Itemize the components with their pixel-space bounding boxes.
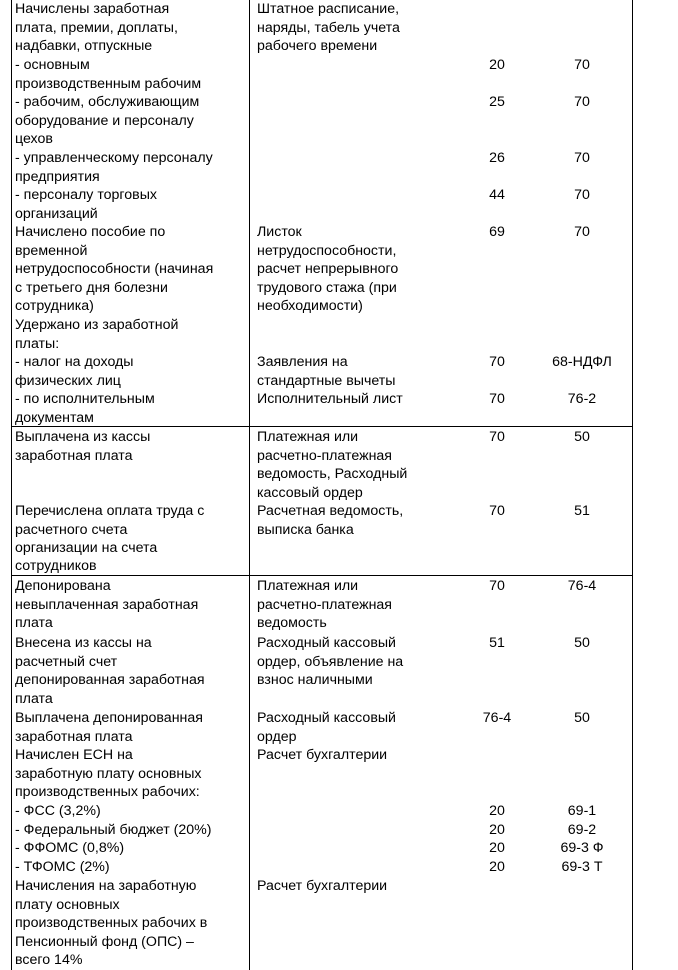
entry-document-line: стандартные вычеты [257,372,396,389]
entry-document-line: Расчет бухгалтерии [257,747,388,763]
entry-document-line: Расходный кассовый [257,710,396,726]
entry-description-line: производственных рабочих в [15,915,208,931]
column-divider [249,0,250,970]
entry-description-line: заработную плату основных [15,765,202,782]
entry-debit: 25 [489,94,505,110]
entry-document-line: расчетно-платежная [257,447,392,464]
entry-description-line: Начислено пособие по [15,224,166,240]
entry-description-line: надбавки, отпускные [15,38,153,54]
entry-description-line: нетрудоспособности (начиная [15,261,214,277]
entry-description-line: всего 14% [15,952,83,968]
entry-description-line: Выплачена из кассы [15,429,151,445]
entry-description-line: сотрудников [15,558,97,574]
entry-description-line: Начислен ЕСН на [15,747,133,763]
entry-description-line: - основным [15,57,90,73]
entry-debit: 44 [489,187,505,203]
entry-credit: 68-НДФЛ [552,354,612,370]
entry-debit: 70 [489,578,505,594]
entry-document-line: рабочего времени [257,38,378,54]
entry-description-line: временной [15,242,88,259]
row-separator [11,426,633,427]
entry-credit: 50 [574,710,590,726]
entry-description-line: - Федеральный бюджет (20%) [15,821,212,838]
entry-debit: 20 [489,803,505,819]
entry-credit: 70 [574,57,590,73]
entry-debit: 20 [489,821,505,838]
entry-document-line: Расчет бухгалтерии [257,878,388,894]
entry-description-line: оборудование и персоналу [15,112,194,129]
entry-description-line: расчетный счет [15,653,118,670]
entry-description-line: невыплаченная заработная [15,596,199,613]
entry-credit: 70 [574,224,590,240]
entry-description-line: цехов [15,131,53,147]
entry-description-line: - по исполнительным [15,391,155,407]
entry-credit: 70 [574,187,590,203]
entry-description-line: - рабочим, обслуживающим [15,94,200,110]
entry-description-line: физических лиц [15,372,121,389]
entry-document-line: Листок [257,224,302,240]
entry-description-line: заработная плата [15,447,133,464]
entry-debit: 70 [489,354,505,370]
entry-description-line: - персоналу торговых [15,187,158,203]
entry-document-line: необходимости) [257,298,363,314]
entry-debit: 70 [489,429,505,445]
entry-document-line: ведомость, Расходный [257,466,408,482]
entry-document-line: ордер [257,728,297,745]
entry-credit: 76-2 [567,391,597,407]
entry-debit: 51 [489,635,505,651]
entry-document-line: Платежная или [257,429,359,445]
entry-document-line: трудового стажа (при [257,279,397,296]
entry-credit: 50 [574,429,590,445]
entry-debit: 70 [489,503,505,519]
entry-description-line: платы: [15,335,60,352]
entry-credit: 69-1 [567,803,597,819]
entry-description-line: Внесена из кассы на [15,635,152,651]
entry-description-line: Начисления на заработную [15,878,197,894]
entry-description-line: - ФФОМС (0,8%) [15,840,125,856]
entry-credit: 70 [574,150,590,166]
entry-description-line: депонированная заработная [15,672,205,688]
entry-description-line: документам [15,409,94,426]
entry-description-line: Начислены заработная [15,1,170,17]
row-separator [11,575,633,576]
entry-description-line: производственных рабочих: [15,784,200,800]
entry-credit: 76-4 [567,578,597,594]
entry-document-line: расчетно-платежная [257,596,392,613]
table-right-border [632,0,633,970]
entry-description-line: организации на счета [15,540,158,556]
entry-credit: 50 [574,635,590,651]
entry-description-line: - налог на доходы [15,354,134,370]
entry-description-line: плата [15,615,53,631]
entry-description-line: Выплачена депонированная [15,710,203,726]
entry-description-line: - ТФОМС (2%) [15,858,110,875]
entry-description-line: Удержано из заработной [15,317,179,333]
entry-description-line: расчетного счета [15,521,128,538]
entry-debit: 70 [489,391,505,407]
entry-document-line: кассовый ордер [257,484,363,501]
entry-document-line: выписка банка [257,521,354,538]
entry-debit: 76-4 [482,710,512,726]
entry-description-line: организаций [15,205,98,222]
entry-document-line: ведомость [257,615,327,631]
entry-document-line: нетрудоспособности, [257,242,397,259]
entry-credit: 70 [574,94,590,110]
entry-credit: 69-3 Т [561,858,603,875]
table-left-border [11,0,12,970]
entry-debit: 20 [489,840,505,856]
entry-description-line: сотрудника) [15,298,94,314]
entry-debit: 20 [489,858,505,875]
entry-document-line: наряды, табель учета [257,19,400,36]
entry-description-line: плата, премии, доплаты, [15,19,178,36]
entry-description-line: - ФСС (3,2%) [15,803,101,819]
entry-description-line: Пенсионный фонд (ОПС) – [15,933,194,950]
entry-description-line: Депонирована [15,578,111,594]
entry-description-line: Перечислена оплата труда с [15,503,205,519]
entry-description-line: - управленческому персоналу [15,150,213,166]
entry-debit: 69 [489,224,505,240]
entry-description-line: предприятия [15,168,100,185]
entry-description-line: плата [15,690,53,707]
entry-document-line: Расходный кассовый [257,635,396,651]
entry-credit: 69-2 [567,821,597,838]
entry-description-line: с третьего дня болезни [15,279,168,296]
entry-description-line: производственным рабочим [15,75,202,92]
entry-description-line: заработная плата [15,728,133,745]
entry-document-line: Платежная или [257,578,359,594]
entry-debit: 26 [489,150,505,166]
entry-document-line: Исполнительный лист [257,391,403,407]
entry-credit: 51 [574,503,590,519]
entry-debit: 20 [489,57,505,73]
entry-document-line: Штатное расписание, [257,1,400,17]
entry-document-line: расчет непрерывного [257,261,399,277]
entry-credit: 69-3 Ф [560,840,604,856]
entry-document-line: Заявления на [257,354,348,370]
entry-document-line: ордер, объявление на [257,653,404,670]
entry-document-line: взнос наличными [257,672,373,688]
entry-document-line: Расчетная ведомость, [257,503,404,519]
entry-description-line: плату основных [15,896,120,913]
